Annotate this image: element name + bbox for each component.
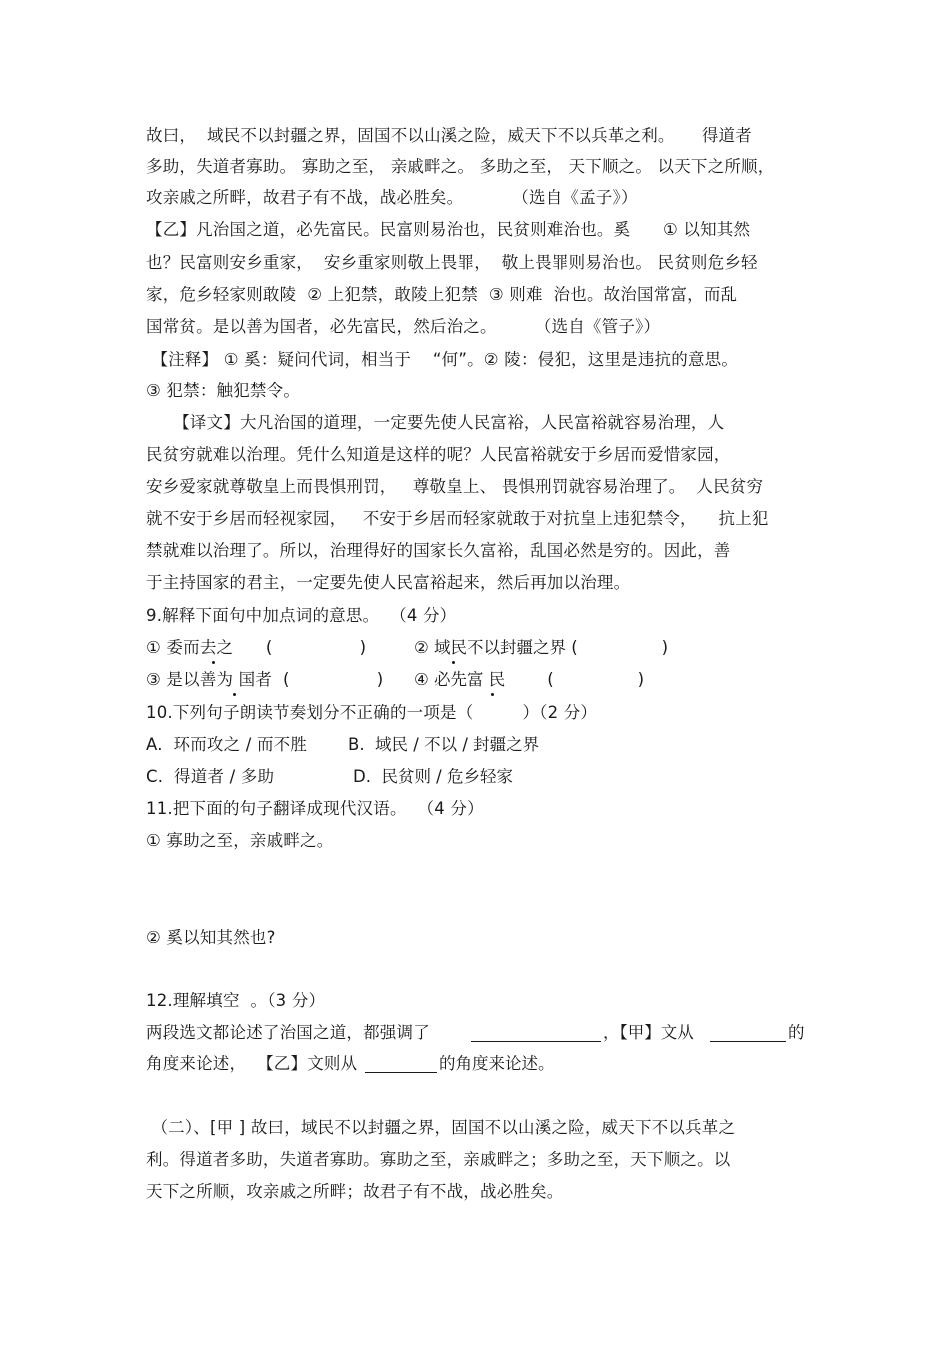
q10-option-a: A. 环而攻之 / 而不胜	[146, 735, 308, 754]
q12-text-4: 角度来论述， 【乙】文则从	[146, 1054, 358, 1073]
answer-blank-3[interactable]	[365, 1072, 437, 1073]
emphasis-dot	[452, 661, 455, 664]
q10-title: 10.下列句子朗读节奏划分不正确的一项是（ ）（2 分）	[146, 703, 598, 722]
q9-item-1: ① 委而去之 ( )	[146, 638, 367, 657]
notes-line-1: 【注释】 ① 奚：疑问代词，相当于 “何”。② 陵：侵犯，这里是违抗的意思。	[146, 350, 739, 369]
translation-line-1: 【译文】大凡治国的道理，一定要先使人民富裕，人民富裕就容易治理，人	[146, 413, 725, 432]
emphasis-dot	[233, 693, 236, 696]
q10-option-d: D. 民贫则 / 危乡轻家	[353, 767, 513, 786]
translation-line-3: 安乡爱家就尊敬皇上而畏惧刑罚， 尊敬皇上、 畏惧刑罚就容易治理了。 人民贫穷	[146, 477, 764, 496]
section-two-line-2: 利。得道者多助，失道者寡助。寡助之至，亲戚畔之；多助之至，天下顺之。以	[146, 1150, 731, 1169]
translation-line-2: 民贫穷就难以治理。凭什么知道是这样的呢？人民富裕就安于乡居而爱惜家园，	[146, 445, 731, 464]
translation-line-4: 就不安于乡居而轻视家园， 不安于乡居而轻家就敢于对抗皇上违犯禁令， 抗上犯	[146, 509, 769, 528]
yi-line-2: 也？民富则安乡重家， 安乡重家则敬上畏罪， 敬上畏罪则易治也。 民贫则危乡轻	[146, 253, 758, 272]
translation-line-6: 于主持国家的君主，一定要先使人民富裕起来，然后再加以治理。	[146, 573, 631, 592]
answer-blank-2[interactable]	[710, 1041, 786, 1042]
yi-line-3: 家，危乡轻家则敢陵 ② 上犯禁，敢陵上犯禁 ③ 则难 治也。故治国常富，而乱	[146, 285, 738, 304]
emphasis-dot	[491, 693, 494, 696]
q12-text-3: 的	[788, 1023, 805, 1042]
q10-option-c: C. 得道者 / 多助	[146, 767, 275, 786]
q9-item-4: ④ 必先富 民 ( )	[414, 670, 645, 689]
jia-line-3: 攻亲戚之所畔，故君子有不战，战必胜矣。 （选自《孟子》）	[146, 188, 638, 207]
emphasis-dot	[212, 661, 215, 664]
q9-title: 9.解释下面句中加点词的意思。 （4 分）	[146, 606, 457, 625]
q9-item-3: ③ 是以善为 国者 ( )	[146, 670, 384, 689]
jia-line-2: 多助，失道者寡助。 寡助之至， 亲戚畔之。 多助之至， 天下顺之。 以天下之所顺，	[146, 157, 775, 176]
notes-line-2: ③ 犯禁：触犯禁令。	[146, 381, 301, 400]
yi-line-1: 【乙】凡治国之道，必先富民。民富则易治也，民贫则难治也。奚 ① 以知其然	[146, 220, 751, 239]
translation-line-5: 禁就难以治理了。所以，治理得好的国家长久富裕，乱国必然是穷的。因此，善	[146, 541, 731, 560]
q11-item-2: ② 奚以知其然也?	[146, 928, 276, 947]
jia-line-1: 故曰， 域民不以封疆之界，固国不以山溪之险，威天下不以兵革之利。 得道者	[146, 126, 752, 145]
q9-item-2: ② 域民不以封疆之界 ( )	[414, 638, 669, 657]
q12-title: 12.理解填空 。（3 分）	[146, 991, 326, 1010]
q11-item-1: ① 寡助之至，亲戚畔之。	[146, 831, 334, 850]
q10-option-b: B. 域民 / 不以 / 封疆之界	[348, 735, 540, 754]
q11-title: 11.把下面的句子翻译成现代汉语。 （4 分）	[146, 799, 484, 818]
answer-blank-1[interactable]	[471, 1041, 601, 1042]
q12-text-2: ，【甲】文从	[603, 1023, 694, 1042]
section-two-line-1: （二）、[甲 ] 故曰，域民不以封疆之界，固国不以山溪之险，威天下不以兵革之	[146, 1118, 736, 1137]
yi-line-4: 国常贫。是以善为国者，必先富民，然后治之。 （选自《管子》）	[146, 317, 661, 336]
q12-text-1: 两段选文都论述了治国之道，都强调了	[146, 1023, 430, 1042]
q12-text-5: 的角度来论述。	[439, 1054, 555, 1073]
section-two-line-3: 天下之所顺，攻亲戚之所畔；故君子有不战，战必胜矣。	[146, 1182, 564, 1201]
